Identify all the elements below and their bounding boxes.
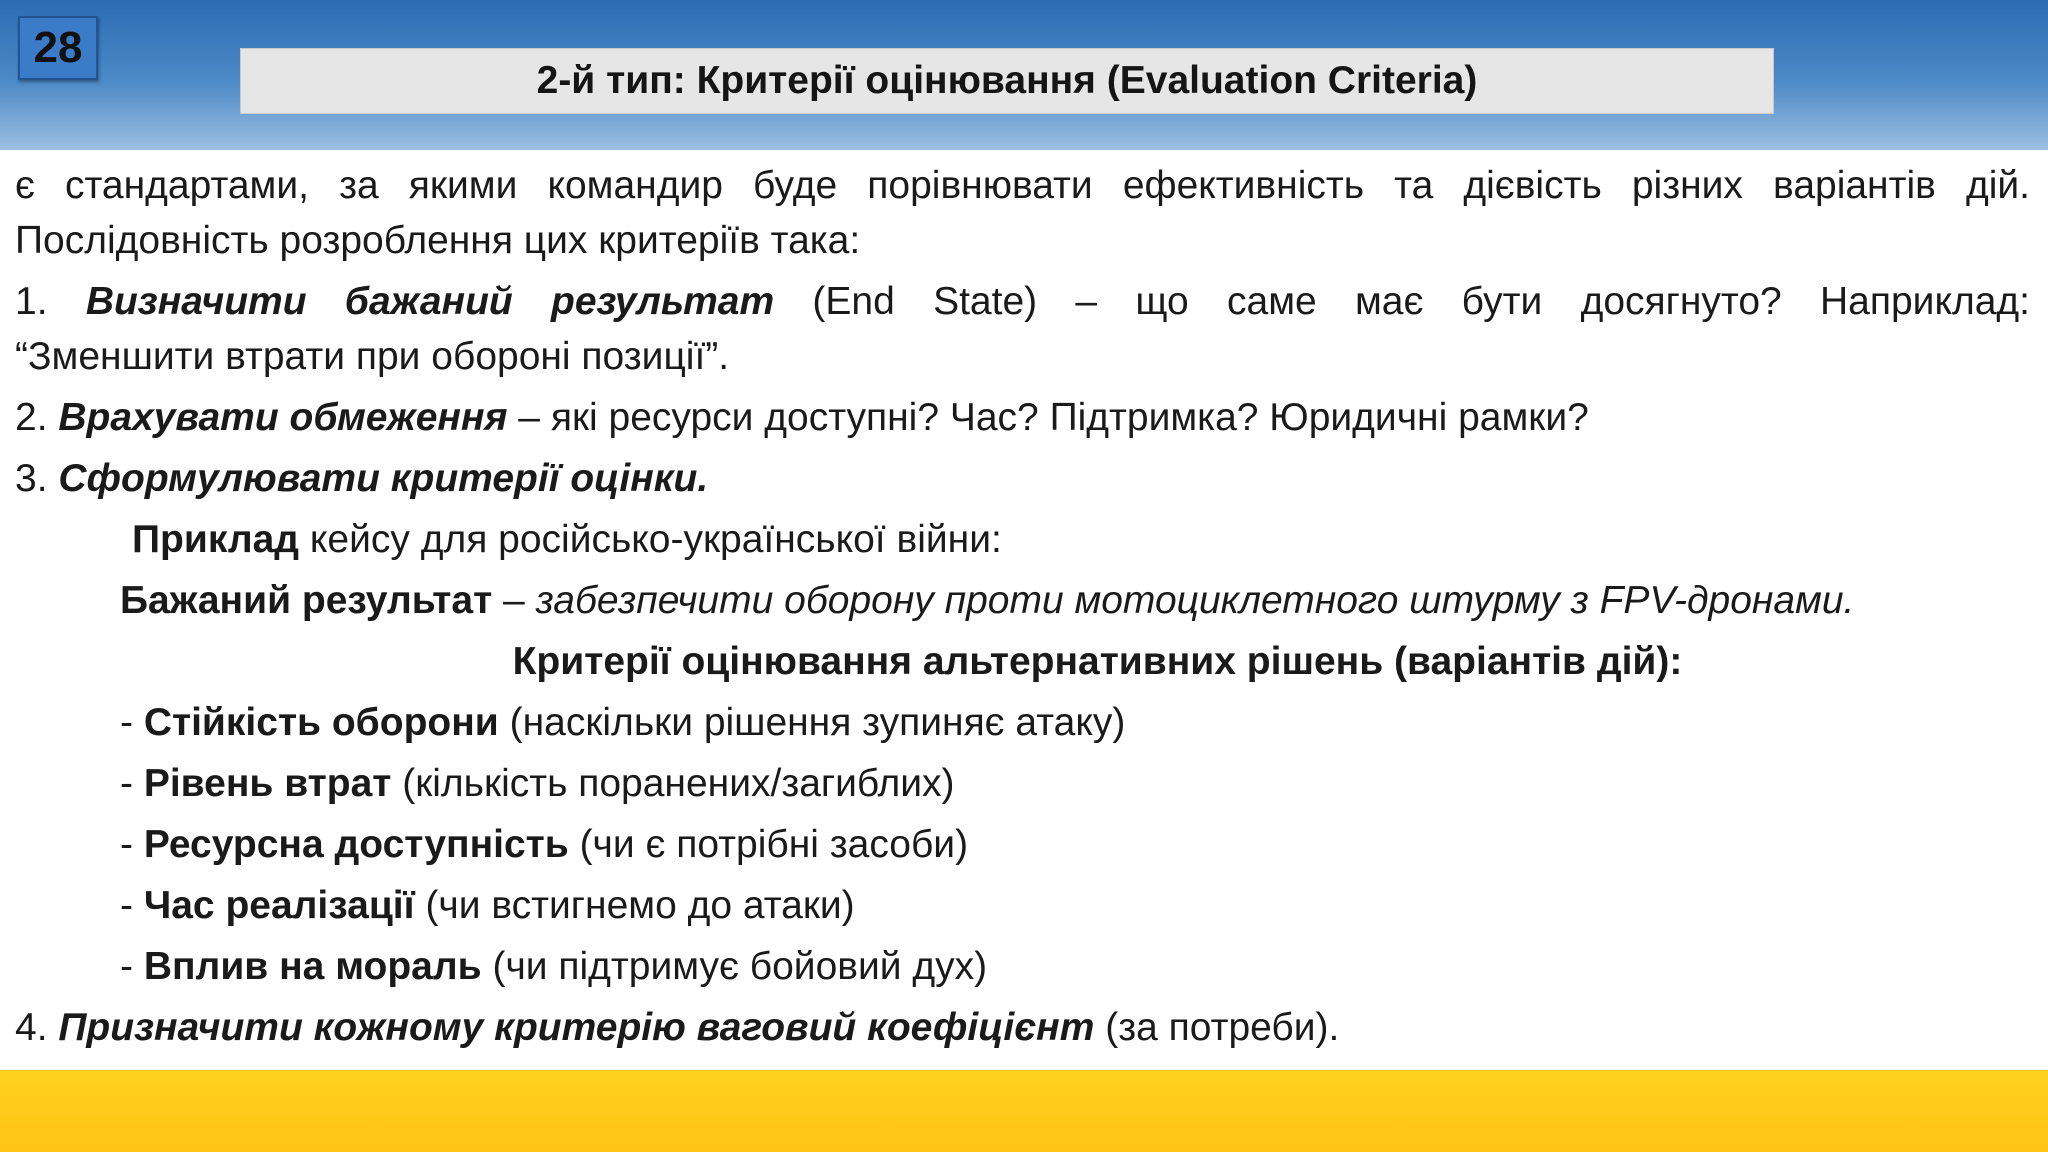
header-band: [0, 0, 2048, 150]
slide-content: [15, 158, 2030, 1055]
slide-number-badge: 28: [18, 16, 98, 80]
criteria-item: [15, 756, 2030, 811]
step-1: [15, 274, 2030, 329]
step-3-number: 3.: [15, 457, 59, 500]
step-2-title: Врахувати обмеження: [58, 396, 508, 439]
criteria-desc: (кількість поранених/загиблих): [391, 762, 955, 805]
criteria-name: Час реалізації: [143, 884, 415, 927]
criteria-desc: (чи є потрібні засоби): [568, 823, 969, 866]
criteria-item: [15, 817, 2030, 872]
criteria-desc: (чи підтримує бойовий дух): [481, 945, 988, 988]
desired-result-text: забезпечити оборону проти мотоциклетного штурму з FPV-дронами.: [535, 579, 1855, 622]
step-4-title: Призначити кожному критерію ваговий коефіцієнт: [58, 1006, 1095, 1049]
step-3: [15, 451, 2030, 506]
step-1-title: Визначити бажаний результат: [85, 280, 775, 323]
criteria-list: [15, 695, 2030, 994]
step-2-number: 2.: [15, 396, 59, 439]
criteria-heading: Критерії оцінювання альтернативних рішень (варіантів дій):: [512, 640, 1683, 683]
criteria-name: Рівень втрат: [143, 762, 392, 805]
criteria-name: Стійкість оборони: [143, 701, 499, 744]
step-4-text: (за потреби).: [1094, 1006, 1340, 1049]
criteria-item: [15, 695, 2030, 750]
desired-result-label: Бажаний результат: [120, 579, 493, 622]
slide-title: 2-й тип: Критерії оцінювання (Evaluation Criteria): [240, 48, 1774, 114]
criteria-desc: (наскільки рішення зупиняє атаку): [498, 701, 1126, 744]
step-1-text: (End State) – що саме має бути досягнуто? Наприклад:: [774, 280, 2030, 323]
desired-result: [15, 573, 2030, 628]
criteria-dash: -: [120, 701, 144, 744]
intro-line-1: є стандартами, за якими командир буде порівнювати ефективність та дієвість різних варіантів дій.: [15, 164, 2030, 207]
example-label-text: кейсу для російсько-української війни:: [299, 518, 1002, 561]
criteria-item: [15, 878, 2030, 933]
step-3-title: Сформулювати критерії оцінки.: [58, 457, 709, 500]
criteria-dash: -: [120, 884, 144, 927]
step-4: [15, 1000, 2030, 1055]
step-2: [15, 390, 2030, 445]
step-2-text: – які ресурси доступні? Час? Підтримка? Юридичні рамки?: [507, 396, 1589, 439]
example-label-bold: Приклад: [132, 518, 300, 561]
criteria-dash: -: [120, 945, 144, 988]
criteria-name: Ресурсна доступність: [143, 823, 569, 866]
criteria-desc: (чи встигнемо до атаки): [414, 884, 855, 927]
criteria-dash: -: [120, 823, 144, 866]
criteria-name: Вплив на мораль: [143, 945, 482, 988]
step-1-number: 1.: [15, 280, 86, 323]
step-4-number: 4.: [15, 1006, 59, 1049]
example-label: [15, 512, 2030, 567]
criteria-item: [15, 939, 2030, 994]
criteria-dash: -: [120, 762, 144, 805]
desired-result-dash: –: [492, 579, 536, 622]
footer-band: [0, 1070, 2048, 1152]
step-1-example: “Зменшити втрати при обороні позиції”.: [15, 335, 730, 378]
intro-line-2: Послідовність розроблення цих критеріїв така:: [15, 219, 861, 262]
